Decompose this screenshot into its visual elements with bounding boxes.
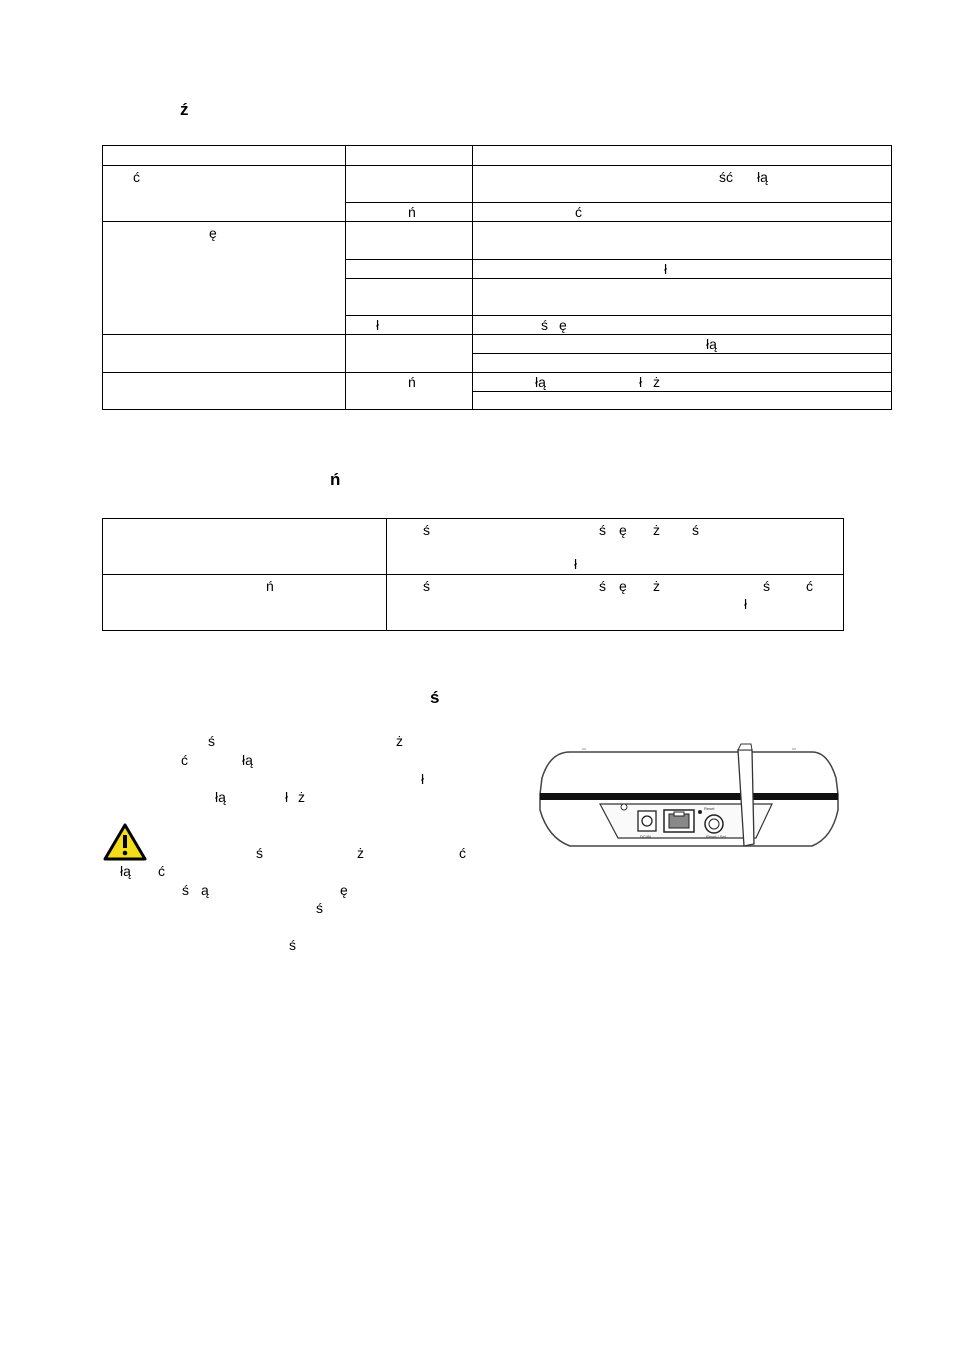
glyph: ż [653,578,660,594]
glyph: ś [256,845,263,861]
table1-cell: ń [346,203,473,222]
table1-cell: ć [473,203,892,222]
section2-heading: ń [330,470,341,489]
glyph: ą [201,882,209,898]
glyph: łą [535,374,546,390]
table1-cell: łą [473,335,892,354]
section3-heading: ś [430,688,440,707]
table1-cell [346,260,473,279]
table1-cell [346,166,473,203]
table1-cell [473,392,892,410]
glyph: ż [653,374,660,390]
table1-header-cell [346,146,473,166]
glyph: ę [619,522,627,538]
glyph: ś [208,733,215,749]
glyph: ę [340,882,348,898]
section1-heading: ź [180,100,189,119]
glyph: łą [120,863,131,879]
table1-cell [473,166,892,203]
table1-cell [473,316,892,335]
table1-cell [346,222,473,260]
glyph: łą [242,752,253,768]
glyph: łą [757,169,768,185]
device-label-dcin: DC/IN [640,834,651,839]
glyph: ć [158,863,165,879]
table1-cell [473,279,892,316]
glyph: łą [215,789,226,805]
table-1 [102,145,892,410]
glyph: ż [298,789,305,805]
glyph: ś [423,578,430,594]
table-2 [102,518,844,631]
table1-cell: ń [346,373,473,410]
glyph: ś [599,522,606,538]
glyph: ł [285,789,289,805]
table1-header-cell [473,146,892,166]
table2-cell: ś ś ę ż ś ł [387,519,844,575]
glyph: ż [653,522,660,538]
device-rear-image [532,738,844,854]
table1-cell: ł [346,316,473,335]
glyph: ę [559,317,567,333]
table2-cell [103,519,387,575]
table1-cell [103,373,346,410]
glyph: ż [396,733,403,749]
glyph: ę [619,578,627,594]
glyph: ś [541,317,548,333]
glyph: ż [357,845,364,861]
glyph: ć [459,845,466,861]
table1-cell [473,354,892,373]
glyph: ść [719,169,733,185]
table1-cell [473,222,892,260]
table2-cell: ś ś ę ż ś ć ł [387,575,844,631]
device-label-reset: Reset [704,806,715,811]
table1-cell [103,335,346,373]
table1-header-cell [103,146,346,166]
table1-cell [346,335,473,373]
table2-cell: ń [103,575,387,631]
device-label-port2: Reset / Set [706,834,726,839]
table1-cell: ł [473,260,892,279]
warning-icon [103,823,147,861]
glyph: ć [181,752,188,768]
glyph: ś [692,522,699,538]
glyph: ś [182,882,189,898]
table1-cell: ć [103,166,346,222]
table1-cell: ę [103,222,346,335]
glyph: ś [599,578,606,594]
glyph: ś [763,578,770,594]
table1-cell [473,373,892,392]
glyph: ć [806,578,813,594]
glyph: ł [639,374,643,390]
glyph: ś [423,522,430,538]
table1-cell [346,279,473,316]
